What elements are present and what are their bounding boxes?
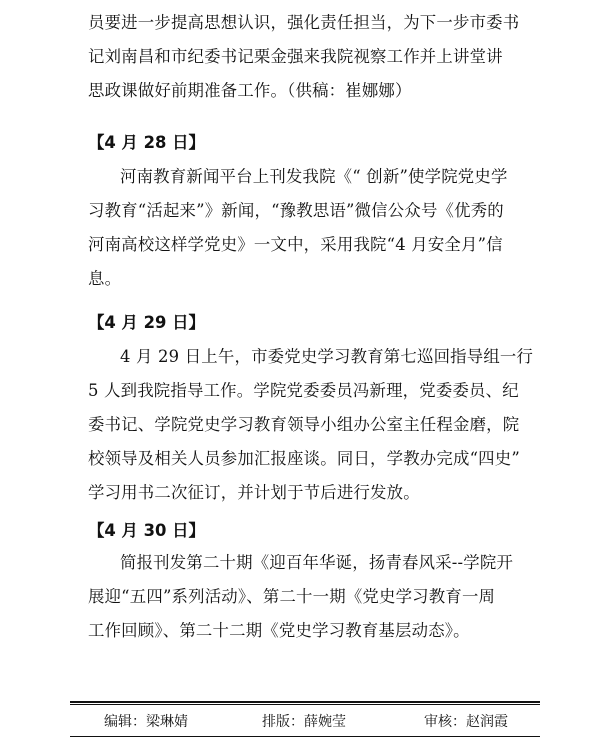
text-line: 工作回顾》、第二十二期《党史学习教育基层动态》。 xyxy=(88,621,470,640)
text-line: 河南教育新闻平台上刊发我院《“ 创新”使学院党史学 xyxy=(120,167,508,186)
text-line: 展迎“五四”系列活动》、第二十一期《党史学习教育一周 xyxy=(88,587,496,606)
footer-editor: 编辑：梁琳婧 xyxy=(104,714,188,730)
text-line: 学习用书二次征订，并计划于节后进行发放。 xyxy=(88,483,420,502)
entry-paragraph xyxy=(88,160,528,296)
date-heading: 【4 月 28 日】 xyxy=(88,133,205,152)
entry-paragraph xyxy=(88,340,534,510)
text-line: 校领导及相关人员参加汇报座谈。同日，学教办完成“四史” xyxy=(88,449,520,468)
entry-paragraph xyxy=(88,546,528,648)
footer-reviewer: 审核：赵润霞 xyxy=(424,714,508,730)
text-line: 委书记、学院党史学习教育领导小组办公室主任程金磨，院 xyxy=(88,415,520,434)
footer-top-rule xyxy=(70,701,540,703)
text-line: 4 月 29 日上午，市委党史学习教育第七巡回指导组一行 xyxy=(120,347,534,366)
text-line: 河南高校这样学党史》一文中，采用我院“4 月安全月”信 xyxy=(88,235,503,254)
text-line: 习教育“活起来”》新闻，“豫教思语”微信公众号《优秀的 xyxy=(88,201,504,220)
text-line: 5 人到我院指导工作。学院党委委员冯新理，党委委员、纪 xyxy=(88,381,519,400)
footer-layout: 排版：薛婉莹 xyxy=(262,714,346,730)
intro-paragraph xyxy=(88,6,528,108)
text-line: 息。 xyxy=(88,269,122,288)
text-line: 员要进一步提高思想认识，强化责任担当，为下一步市委书 xyxy=(88,13,520,32)
date-heading: 【4 月 30 日】 xyxy=(88,521,205,540)
text-line: 简报刊发第二十期《迎百年华诞，扬青春风采--学院开 xyxy=(120,553,514,572)
footer-bottom-rule xyxy=(70,736,540,737)
footer-top-rule-thin xyxy=(70,704,540,705)
text-line: 思政课做好前期准备工作。（供稿：崔娜娜） xyxy=(88,81,412,100)
date-heading: 【4 月 29 日】 xyxy=(88,313,205,332)
text-line: 记刘南昌和市纪委书记栗金强来我院视察工作并上讲堂讲 xyxy=(88,47,503,66)
